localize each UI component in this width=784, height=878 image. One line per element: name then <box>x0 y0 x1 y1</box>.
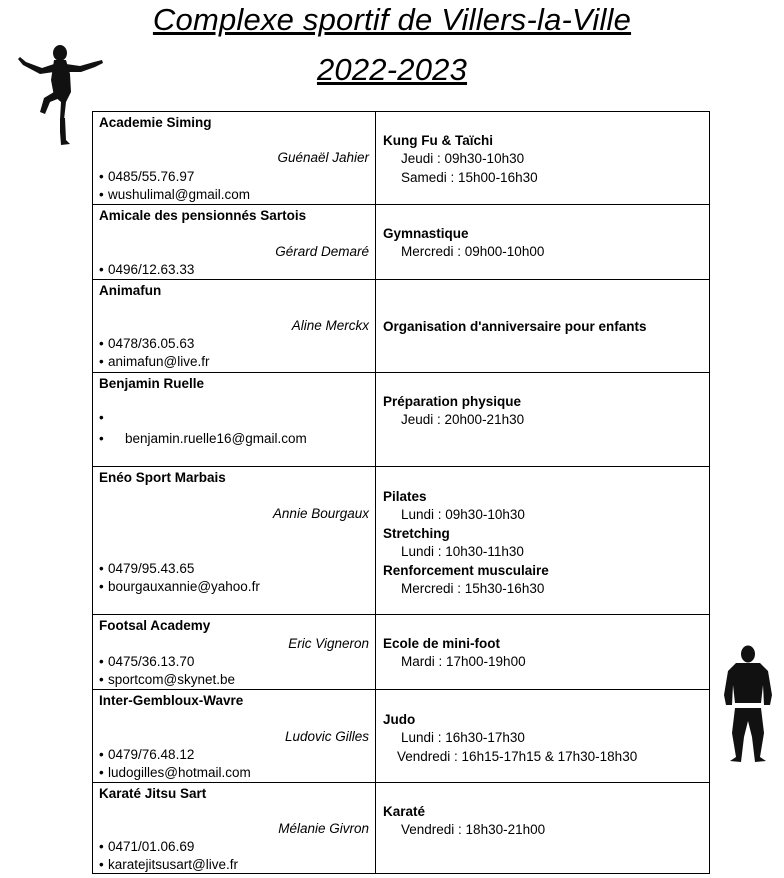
email-item <box>99 672 235 687</box>
activity-cell <box>376 373 709 466</box>
activity-name: Karaté <box>383 804 426 819</box>
email-item <box>99 431 307 446</box>
contact-person: Mélanie Givron <box>278 821 369 836</box>
activity-group <box>383 803 545 840</box>
karateka-silhouette-icon <box>720 645 776 763</box>
activity-schedule: Vendredi : 18h30-21h00 <box>401 822 546 838</box>
activity-schedule: Jeudi : 20h00-21h30 <box>401 412 525 428</box>
phone-item <box>99 262 194 277</box>
activity-name: Préparation physique <box>383 394 522 409</box>
club-info-cell <box>93 615 375 689</box>
activity-group <box>383 711 637 766</box>
activity-schedule: Lundi : 16h30-17h30 <box>401 730 525 746</box>
club-info-cell <box>93 112 375 204</box>
organization-name: Animafun <box>99 283 162 298</box>
club-info-cell <box>93 280 375 372</box>
activity-schedule: Lundi : 09h30-10h30 <box>401 507 525 523</box>
phone-item <box>99 839 194 854</box>
email-address: karatejitsusart@live.fr <box>108 857 238 872</box>
email-item <box>99 187 250 202</box>
phone-number: 0496/12.63.33 <box>108 262 195 277</box>
email-address: bourgauxannie@yahoo.fr <box>108 579 260 594</box>
email-address: wushulimal@gmail.com <box>108 187 250 202</box>
activity-cell <box>376 690 709 782</box>
bullet-icon: • <box>99 672 104 687</box>
phone-item <box>99 561 194 576</box>
club-info-cell <box>93 467 375 614</box>
organization-name: Karaté Jitsu Sart <box>99 786 207 801</box>
email-item <box>99 857 238 872</box>
phone-number: 0471/01.06.69 <box>108 839 195 854</box>
table-row <box>93 690 710 783</box>
activity-name: Pilates <box>383 489 427 504</box>
bullet-icon: • <box>99 354 104 369</box>
bullet-icon: • <box>99 839 104 854</box>
email-address: benjamin.ruelle16@gmail.com <box>125 431 307 446</box>
table-row <box>93 112 710 205</box>
table-row <box>93 373 710 467</box>
contact-person: Gérard Demaré <box>275 244 369 259</box>
contact-person: Eric Vigneron <box>288 636 369 651</box>
phone-item <box>99 747 194 762</box>
email-address: animafun@live.fr <box>108 354 210 369</box>
phone-item <box>99 169 194 184</box>
phone-item <box>99 654 194 669</box>
activity-name: Gymnastique <box>383 226 469 241</box>
phone-number: 0485/55.76.97 <box>108 169 195 184</box>
table-row <box>93 205 710 280</box>
bullet-icon: • <box>99 654 104 669</box>
activity-group <box>383 635 526 672</box>
email-item <box>99 765 251 780</box>
activity-schedule: Lundi : 10h30-11h30 <box>401 544 524 560</box>
activity-schedule: Mercredi : 09h00-10h00 <box>401 244 545 260</box>
club-info-cell <box>93 373 375 466</box>
bullet-icon: • <box>99 765 104 780</box>
activity-schedule: Mercredi : 15h30-16h30 <box>401 581 545 597</box>
contact-person: Annie Bourgaux <box>272 506 369 521</box>
activity-cell <box>376 280 709 372</box>
activity-schedule: Samedi : 15h00-16h30 <box>401 169 538 185</box>
activity-group <box>383 318 647 336</box>
phone-item <box>99 410 108 425</box>
contact-person: Guénaël Jahier <box>277 150 369 165</box>
table-row <box>93 615 710 690</box>
bullet-icon: • <box>99 857 104 872</box>
activity-cell <box>376 615 709 689</box>
activity-group <box>383 393 524 430</box>
activity-group <box>383 132 538 187</box>
organization-name: Footsal Academy <box>99 618 211 633</box>
organization-name: Enéo Sport Marbais <box>99 470 226 485</box>
table-row <box>93 783 710 874</box>
activity-schedule: Jeudi : 09h30-10h30 <box>401 151 525 167</box>
activity-name: Renforcement musculaire <box>383 562 549 578</box>
contact-person: Ludovic Gilles <box>284 729 369 744</box>
email-address: sportcom@skynet.be <box>108 672 236 687</box>
bullet-icon: • <box>99 262 104 277</box>
email-address: ludogilles@hotmail.com <box>108 765 251 780</box>
club-info-cell <box>93 690 375 782</box>
phone-item <box>99 336 194 351</box>
activity-group <box>383 225 544 262</box>
phone-number: 0479/76.48.12 <box>108 747 195 762</box>
phone-number: 0475/36.13.70 <box>108 654 195 669</box>
activity-name: Stretching <box>383 525 450 541</box>
bullet-icon: • <box>99 169 104 184</box>
email-item <box>99 354 210 369</box>
bullet-icon: • <box>99 561 104 576</box>
organization-name: Amicale des pensionnés Sartois <box>99 208 307 223</box>
activity-name: Ecole de mini-foot <box>383 636 501 651</box>
club-info-cell <box>93 783 375 873</box>
table-row <box>93 280 710 373</box>
activity-name: Organisation d'anniversaire pour enfants <box>383 319 647 334</box>
bullet-icon: • <box>99 579 104 594</box>
activity-schedule: Vendredi : 16h15-17h15 & 17h30-18h30 <box>397 748 638 764</box>
bullet-icon: • <box>99 336 104 351</box>
contact-person: Aline Merckx <box>291 318 369 333</box>
organization-name: Inter-Gembloux-Wavre <box>99 693 244 708</box>
phone-number: 0479/95.43.65 <box>108 561 195 576</box>
activity-cell <box>376 783 709 873</box>
season-title: 2022-2023 <box>316 52 468 87</box>
bullet-icon: • <box>99 747 104 762</box>
activity-schedule: Mardi : 17h00-19h00 <box>401 654 526 670</box>
table-row <box>93 467 710 615</box>
activity-name: Kung Fu & Taïchi <box>383 133 493 148</box>
email-item <box>99 579 260 594</box>
organization-name: Academie Siming <box>99 115 212 130</box>
club-info-cell <box>93 205 375 279</box>
activity-cell <box>376 205 709 279</box>
phone-number: 0478/36.05.63 <box>108 336 195 351</box>
activity-cell <box>376 467 709 614</box>
bullet-icon: • <box>99 187 104 202</box>
clubs-table <box>92 111 710 874</box>
page-title: Complexe sportif de Villers-la-Ville <box>152 2 632 37</box>
bullet-icon: • <box>99 431 104 446</box>
activity-cell <box>376 112 709 204</box>
activity-name: Judo <box>383 712 416 727</box>
bullet-icon: • <box>99 410 104 425</box>
organization-name: Benjamin Ruelle <box>99 376 205 391</box>
activity-group <box>383 488 549 598</box>
